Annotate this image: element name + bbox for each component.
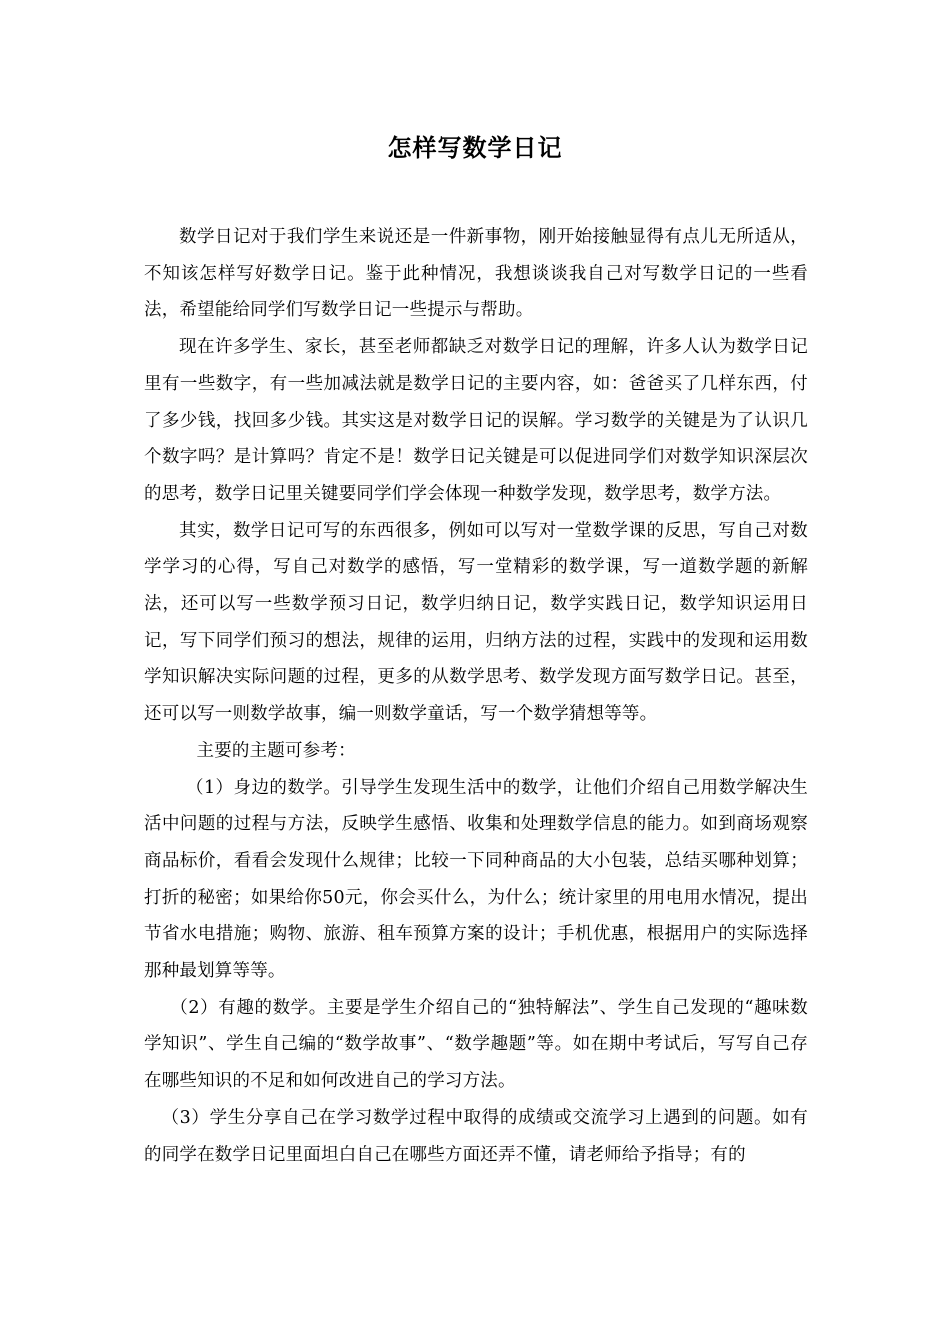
- paragraph-intro: 数学日记对于我们学生来说还是一件新事物，刚开始接触显得有点儿无所适从，不知该怎样写好数学日记。鉴于此种情况，我想谈谈我自己对写数学日记的一些看法，希望能给同学们写数学日记一些提示与帮助。: [144, 227, 808, 321]
- paragraph-topics-heading: 主要的主题可参考：: [196, 740, 356, 761]
- paragraph-topic-3: （3）学生分享自己在学习数学过程中取得的成绩或交流学习上遇到的问题。如有的同学在数学日记里面坦白自己在哪些方面还弄不懂，请老师给予指导；有的: [144, 1107, 808, 1165]
- paragraph-what-to-write: 其实，数学日记可写的东西很多，例如可以写对一堂数学课的反思，写自己对数学学习的心得，写自己对数学的感悟，写一堂精彩的数学课，写一道数学题的新解法，还可以写一些数学预习日记，数学归纳日记，数学实践日记，数学知识运用日记，写下同学们预习的想法，规律的运用，归纳方法的过程，实践中的发现和运用数学知识解决实际问题的过程，更多的从数学思考、数学发现方面写数学日记。甚至，还可以写一则数学故事，编一则数学童话，写一个数学猜想等等。: [144, 520, 808, 725]
- document-title: 怎样写数学日记: [387, 134, 563, 162]
- document-body: [144, 219, 808, 1173]
- paragraph-misunderstanding: 现在许多学生、家长，甚至老师都缺乏对数学日记的理解，许多人认为数学日记里有一些数字，有一些加减法就是数学日记的主要内容，如：爸爸买了几样东西，付了多少钱，找回多少钱。其实这是对数学日记的误解。学习数学的关键是为了认识几个数字吗？是计算吗？肯定不是！数学日记关键是可以促进同学们对数学知识深层次的思考，数学日记里关键要同学们学会体现一种数学发现，数学思考，数学方法。: [144, 337, 808, 504]
- paragraph-topic-2: （2）有趣的数学。主要是学生介绍自己的“独特解法”、学生自己发现的“趣味数学知识”、学生自己编的“数学故事”、“数学趣题”等。如在期中考试后，写写自己存在哪些知识的不足和如何改进自己的学习方法。: [144, 997, 808, 1092]
- paragraph-topic-1: （1）身边的数学。引导学生发现生活中的数学，让他们介绍自己用数学解决生活中问题的过程与方法，反映学生感悟、收集和处理数学信息的能力。如到商场观察商品标价，看看会发现什么规律；比较一下同种商品的大小包装，总结买哪种划算；打折的秘密；如果给你50元，你会买什么，为什么；统计家里的用电用水情况，提出节省水电措施；购物、旅游、租车预算方案的设计；手机优惠，根据用户的实际选择那种最划算等等。: [144, 777, 808, 982]
